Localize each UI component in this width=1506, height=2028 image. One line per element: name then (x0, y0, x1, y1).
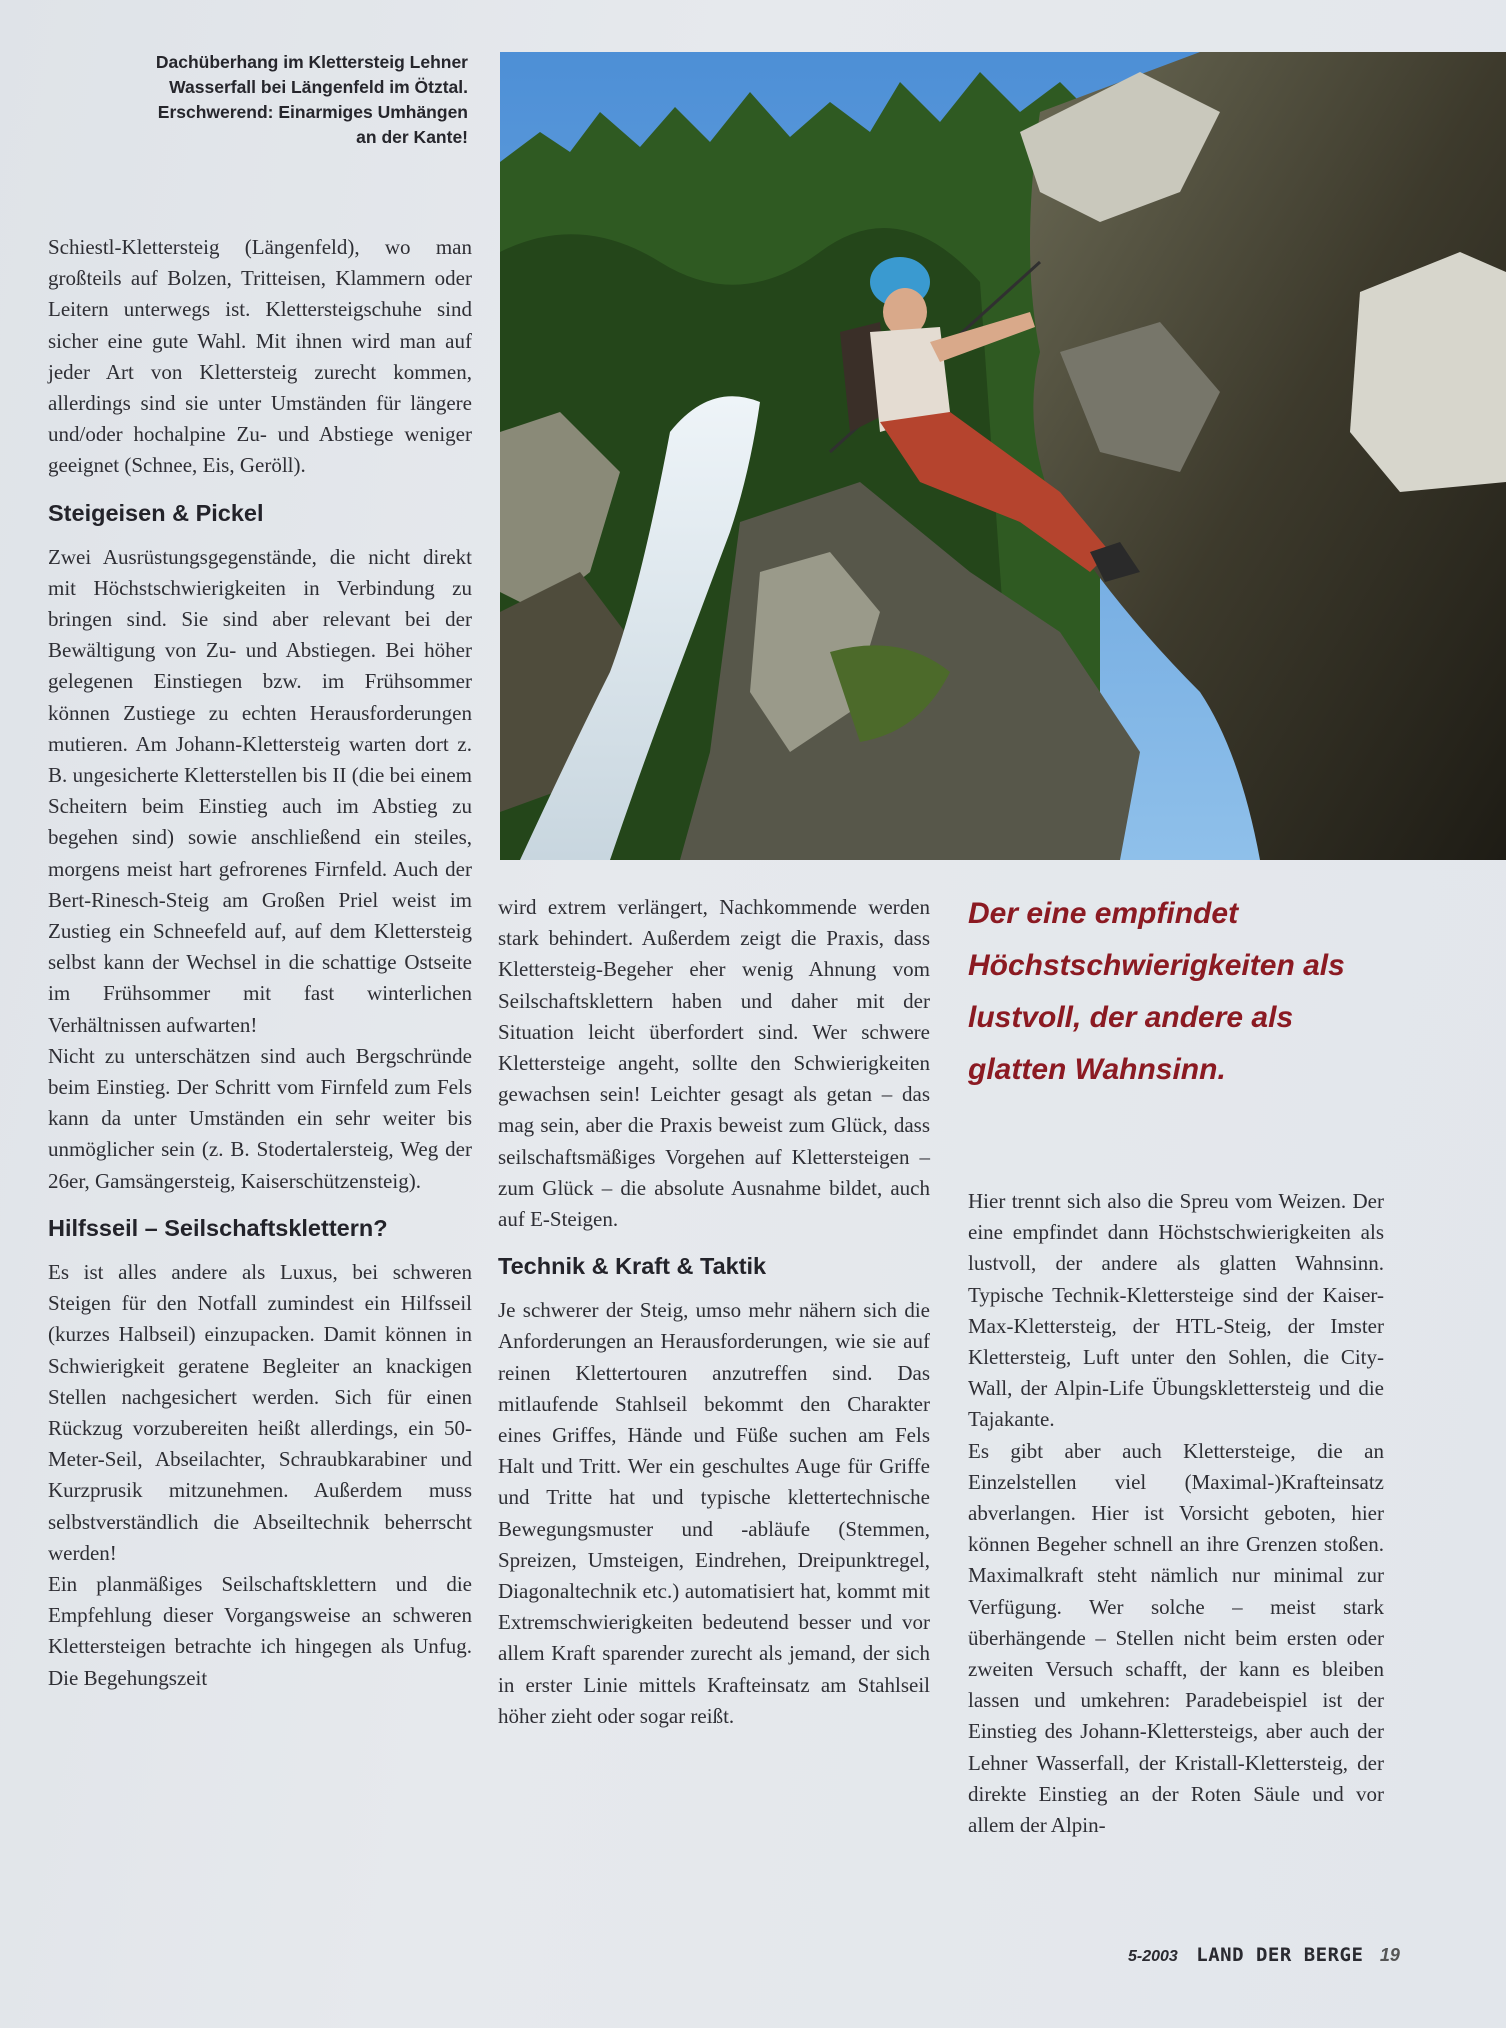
caption-line: Dachüberhang im Klettersteig Lehner (155, 52, 468, 72)
paragraph: Es gibt aber auch Klettersteige, die an Einzelstellen viel (Maximal-)Krafteinsatz abverlangen. Hier ist Vorsicht geboten, hier können Begeher schnell an ihre Grenzen stoßen. Maximalkraft steht nämlich nur minimal zur Verfügung. Wer solche – meist stark überhängende – Stellen nicht beim ersten oder zweiten Versuch schafft, der kann es bleiben lassen und umkehren: Paradebeispiel ist der Einstieg des Johann-Klettersteigs, aber auch der Lehner Wasserfall, der Kristall-Klettersteig, der direkte Einstieg an der Roten Säule und vor allem der Alpin- (968, 1438, 1384, 1838)
caption-line: Erschwerend: Einarmiges Umhängen (157, 102, 468, 122)
section-heading: Technik & Kraft & Taktik (498, 1253, 767, 1280)
section-heading: Hilfsseil – Seilschaftsklettern? (48, 1214, 388, 1241)
paragraph: Hier trennt sich also die Spreu vom Weizen. Der eine empfindet dann Höchstschwierigkeiten als lustvoll, der andere als glatten Wahnsinn. Typische Technik-Klettersteige sind der Kaiser-Max-Klettersteig, der HTL-Steig, der Imster Klettersteig, Luft unter den Sohlen, die City-Wall, der Alpin-Life Übungsklettersteig und die Tajakante. (968, 1189, 1384, 1432)
paragraph: Schiestl-Klettersteig (Längenfeld), wo man großteils auf Bolzen, Tritteisen, Klammern oder Leitern unterwegs ist. Klettersteigschuhe sind sicher eine gute Wahl. Mit ihnen wird man auf jeder Art von Klettersteig zurecht kommen, allerdings sind sie unter Umständen für längere und/oder hochalpine Zu- und Abstiege weniger geeignet (Schnee, Eis, Geröll). (48, 235, 472, 478)
text-column-1 (48, 232, 472, 1694)
text-column-2 (498, 892, 930, 1732)
section-heading: Steigeisen & Pickel (48, 499, 264, 526)
climber-waterfall-illustration (500, 52, 1506, 860)
page-footer (1128, 1944, 1400, 1966)
photo-caption (60, 50, 468, 150)
caption-line: Wasserfall bei Längenfeld im Ötztal. (169, 77, 468, 97)
text-column-3 (968, 1186, 1384, 1841)
paragraph: Zwei Ausrüstungsgegenstände, die nicht direkt mit Höchstschwierigkeiten in Verbindung zu bringen sind. Sie sind aber relevant bei der Bewältigung von Zu- und Abstiegen. Bei höher gelegenen Einstiegen bzw. im Frühsommer können Zustiege zu echten Herausforderungen mutieren. Am Johann-Klettersteig warten dort z. B. ungesicherte Kletterstellen bis II (die bei einem Scheitern beim Einstieg auch im Abstieg zu begehen sind) sowie anschließend ein steiles, morgens meist hart gefrorenes Firnfeld. Auch der Bert-Rinesch-Steig am Großen Priel weist im Zustieg ein Schneefeld auf, auf dem Klettersteig selbst kann der Wechsel in die schattige Ostseite im Frühsommer mit fast winterlichen Verhältnissen aufwarten! (48, 544, 472, 1037)
paragraph: Es ist alles andere als Luxus, bei schweren Steigen für den Notfall zumindest ein Hilfsseil (kurzes Halbseil) einzupacken. Damit können in Schwierigkeit geratene Begleiter an knackigen Stellen nachgesichert werden. Sich für einen Rückzug vorzubereiten heißt allerdings, ein 50-Meter-Seil, Abseilachter, Schraubkarabiner und Kurzprusik mitzunehmen. Außerdem muss selbstverständlich die Abseiltechnik beherrscht werden! (48, 1259, 472, 1565)
paragraph: wird extrem verlängert, Nachkommende werden stark behindert. Außerdem zeigt die Praxis, dass Klettersteig-Begeher eher wenig Ahnung vom Seilschaftsklettern haben und daher mit der Situation leicht überfordert sind. Wer schwere Klettersteige angeht, sollte den Schwierigkeiten gewachsen sein! Leichter gesagt als getan – das mag sein, aber die Praxis beweist zum Glück, dass seilschaftsmäßiges Vorgehen auf Klettersteigen – zum Glück – die absolute Ausnahme bildet, auch auf E-Steigen. (498, 895, 930, 1232)
issue-number: 5-2003 (1128, 1948, 1178, 1965)
paragraph: Ein planmäßiges Seilschaftsklettern und die Empfehlung dieser Vorgangsweise an schweren Klettersteigen betrachte ich hingegen als Unfug. Die Begehungszeit (48, 1571, 472, 1690)
paragraph: Nicht zu unterschätzen sind auch Bergschründe beim Einstieg. Der Schritt vom Firnfeld zum Fels kann da unter Umständen ein sehr weiter bis unmöglicher sein (z. B. Stodertalersteig, Weg der 26er, Gamsängersteig, Kaiserschützensteig). (48, 1043, 472, 1193)
magazine-name: LAND DER BERGE (1196, 1944, 1364, 1966)
rock-highlight-right (1350, 252, 1506, 492)
climbing-photo (500, 52, 1506, 860)
page-number: 19 (1379, 1945, 1400, 1965)
paragraph: Je schwerer der Steig, umso mehr nähern sich die Anforderungen an Herausforderungen, wie sie auf reinen Klettertouren anzutreffen sind. Das mitlaufende Stahlseil bekommt den Charakter eines Griffes, Hände und Füße suchen am Fels Halt und Tritt. Wer ein geschultes Auge für Griffe und Tritte hat und typische klettertechnische Bewegungsmuster und -abläufe (Stemmen, Spreizen, Umsteigen, Eindrehen, Dreipunktregel, Diagonaltechnik etc.) automatisiert hat, kommt mit Extremschwierigkeiten bedeutend besser und vor allem Kraft sparender zurecht als jemand, der sich in erster Linie mittels Krafteinsatz am Stahlseil höher zieht oder sogar reißt. (498, 1298, 930, 1728)
caption-line: an der Kante! (356, 127, 468, 147)
pull-quote: Der eine empfindet Höchstschwierigkeiten als lustvoll, der andere als glatten Wahnsinn. (968, 897, 1345, 1086)
